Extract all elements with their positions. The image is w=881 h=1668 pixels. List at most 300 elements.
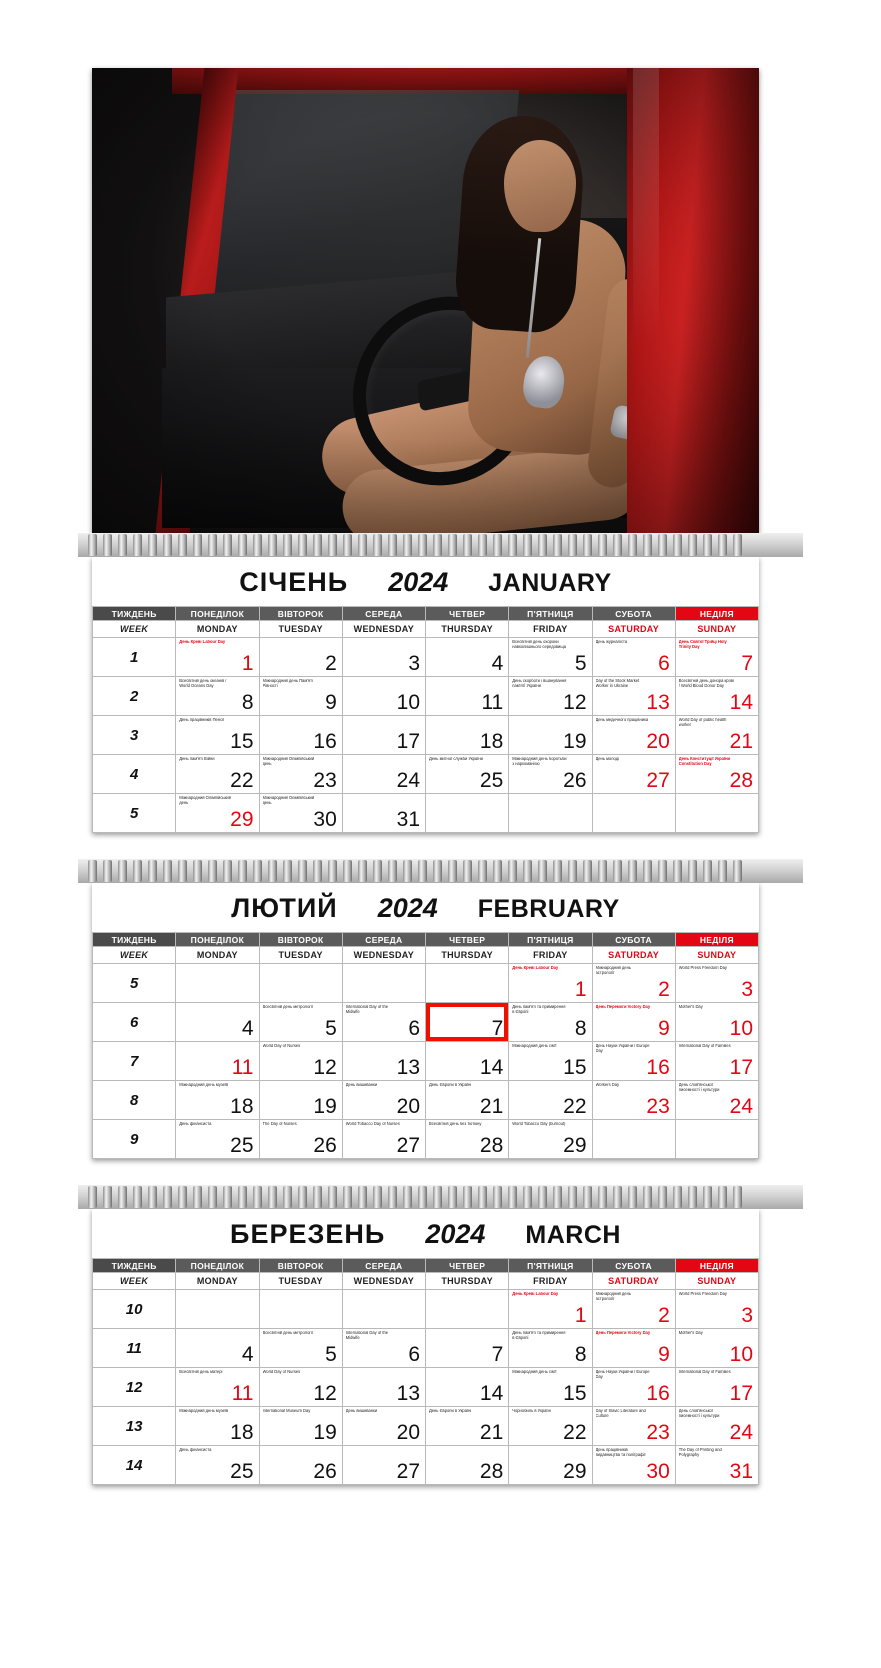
day-cell[interactable] [675,716,758,755]
day-cell[interactable] [509,677,592,716]
spiral-coil [103,534,112,556]
spiral-coil [403,860,412,882]
weekday-en-6: SATURDAY [592,947,675,964]
month-header [92,1209,759,1258]
day-cell[interactable] [426,677,509,716]
day-cell-empty [675,1120,758,1159]
holiday-note: День Науки України / Europe Day [595,1044,650,1053]
spiral-coil [523,1186,532,1208]
day-cell-empty [342,1290,425,1329]
spiral-coil [163,860,172,882]
week-number: 5 [93,964,176,1003]
day-number: 18 [479,730,504,753]
day-cell[interactable] [176,1042,259,1081]
day-number: 17 [729,1382,753,1405]
month-year: 2024 [425,1219,486,1249]
day-cell[interactable] [259,1329,342,1368]
weekday-ua-2: ВІВТОРОК [259,1259,342,1273]
day-cell-empty [592,1120,675,1159]
day-cell[interactable] [426,1081,509,1120]
holiday-note: International Day of Families [678,1044,731,1048]
day-cell[interactable] [342,677,425,716]
holiday-note: World Day of Nurses [262,1044,301,1048]
day-cell[interactable] [426,1329,509,1368]
weekday-en-7: SUNDAY [675,947,758,964]
weekday-en-1: MONDAY [176,947,259,964]
day-number: 11 [481,691,504,714]
day-cell[interactable] [592,1329,675,1368]
day-cell[interactable] [426,1120,509,1159]
holiday-note: День журналіста [595,640,628,644]
month-header [92,557,759,606]
spiral-coil [478,534,487,556]
holiday-note: Workers Day [595,1083,620,1087]
day-number: 30 [646,1460,670,1483]
day-cell[interactable] [592,1003,675,1042]
spiral-coil [673,860,682,882]
week-number: 4 [93,755,176,794]
day-cell[interactable] [176,1446,259,1485]
weekday-header-ua [93,1259,759,1273]
day-cell[interactable] [342,1042,425,1081]
day-cell[interactable] [509,1407,592,1446]
day-cell[interactable] [342,716,425,755]
day-cell[interactable] [675,1368,758,1407]
day-number: 6 [408,1343,420,1366]
month-grid [92,932,759,1159]
spiral-coil [283,1186,292,1208]
spiral-coil [643,1186,652,1208]
day-cell[interactable] [592,964,675,1003]
month-header [92,883,759,932]
spiral-coil [613,1186,622,1208]
spiral-coil [508,1186,517,1208]
week-number: 5 [93,794,176,833]
spiral-coil [328,860,337,882]
day-cell[interactable] [342,794,425,833]
weekday-ua-2: ВІВТОРОК [259,933,342,947]
spiral-coil [448,860,457,882]
day-cell[interactable] [342,1368,425,1407]
day-number: 5 [574,652,587,675]
spiral-coil [238,534,247,556]
weekday-ua-1: ПОНЕДІЛОК [176,607,259,621]
holiday-note: Всесвітній день без тютюну [429,1122,482,1126]
weekday-en-3: WEDNESDAY [342,1273,425,1290]
weekday-ua-2: ВІВТОРОК [259,607,342,621]
day-number: 16 [646,1056,670,1079]
holiday-note: International Day of the Midwife [345,1331,389,1340]
spiral-coil [628,1186,637,1208]
holiday-note: День Європи в Україні [429,1409,472,1413]
day-number: 25 [230,1134,254,1157]
holiday-note: Чорнобиль в Україні [512,1409,551,1413]
weekday-ua-3: СЕРЕДА [342,607,425,621]
spiral-coil [88,534,97,556]
day-cell[interactable] [259,794,342,833]
spiral-coil [493,1186,502,1208]
spiral-coil [568,534,577,556]
weekday-ua-4: ЧЕТВЕР [426,1259,509,1273]
weekday-en-1: MONDAY [176,621,259,638]
month-block-january [92,557,759,833]
day-cell[interactable] [259,677,342,716]
day-cell-empty [176,1290,259,1329]
day-number: 5 [325,1343,337,1366]
holiday-note: International Museum Day [262,1409,311,1413]
day-cell[interactable] [509,1446,592,1485]
day-cell[interactable] [176,755,259,794]
week-number: 7 [93,1042,176,1081]
day-cell[interactable] [176,716,259,755]
day-cell[interactable] [675,1042,758,1081]
week-number: 13 [93,1407,176,1446]
day-cell-empty [675,794,758,833]
weekday-ua-7: НЕДІЛЯ [675,933,758,947]
spiral-coil [643,860,652,882]
spiral-coil [523,860,532,882]
day-number: 9 [325,691,337,714]
day-cell[interactable] [426,1407,509,1446]
week-number: 10 [93,1290,176,1329]
spiral-coil [313,534,322,556]
day-cell[interactable] [592,1081,675,1120]
day-number: 17 [396,730,420,753]
day-cell[interactable] [259,638,342,677]
day-number: 1 [241,652,254,675]
day-cell[interactable] [176,677,259,716]
day-number: 20 [396,1421,420,1444]
day-number: 13 [396,1382,420,1405]
day-cell[interactable] [592,1446,675,1485]
day-number: 28 [479,1134,504,1157]
holiday-note: World Press Freedom Day [678,1292,727,1296]
day-cell[interactable] [342,1120,425,1159]
week-number: 11 [93,1329,176,1368]
spiral-coil [463,1186,472,1208]
day-number: 22 [563,1095,587,1118]
month-name-ua: ЛЮТИЙ [231,893,338,923]
day-cell[interactable] [509,1290,592,1329]
day-number: 26 [313,1460,337,1483]
holiday-note: Day of Slavic Literature and Culture [595,1409,646,1418]
weekday-en-1: MONDAY [176,1273,259,1290]
holiday-note: День пам'яті та примирення в Європі [512,1331,566,1340]
day-number: 24 [729,1421,753,1444]
day-cell[interactable] [426,1446,509,1485]
spiral-coil [223,534,232,556]
day-cell[interactable] [176,1003,259,1042]
month-grid [92,1258,759,1485]
spiral-coil [583,1186,592,1208]
day-number: 29 [230,808,254,831]
weekday-en-4: THURSDAY [426,621,509,638]
weekday-ua-3: СЕРЕДА [342,1259,425,1273]
day-cell[interactable] [509,1329,592,1368]
spiral-coil [658,860,667,882]
day-cell[interactable] [342,755,425,794]
day-cell[interactable] [592,638,675,677]
day-cell[interactable] [509,1368,592,1407]
calendar-photo [92,68,759,533]
weekday-ua-6: СУБОТА [592,1259,675,1273]
day-cell[interactable] [592,716,675,755]
spiral-coil [193,1186,202,1208]
weekday-header-ua [93,933,759,947]
day-number: 15 [563,1382,587,1405]
day-cell[interactable] [259,1368,342,1407]
day-number: 16 [646,1382,670,1405]
day-cell[interactable] [675,1407,758,1446]
day-cell[interactable] [259,1081,342,1120]
month-name-ua: СІЧЕНЬ [239,567,349,597]
spiral-coil [208,534,217,556]
weekday-en-0: WEEK [93,1273,176,1290]
spiral-coil [553,860,562,882]
day-cell[interactable] [426,755,509,794]
holiday-note: День митної служби України [429,757,483,761]
day-cell[interactable] [509,1042,592,1081]
day-cell[interactable] [259,1407,342,1446]
spiral-coil [718,1186,727,1208]
photo-vignette [92,68,759,533]
day-cell[interactable] [675,1329,758,1368]
spiral-coil [253,534,262,556]
day-cell[interactable] [259,1003,342,1042]
spiral-coil [298,860,307,882]
day-cell[interactable] [675,1003,758,1042]
day-cell[interactable] [259,1446,342,1485]
spiral-coil [223,860,232,882]
week-row [93,638,759,677]
holiday-note: Міжнародний день сім'ї [512,1370,557,1374]
day-cell[interactable] [592,1407,675,1446]
day-number: 29 [563,1460,587,1483]
week-number: 12 [93,1368,176,1407]
day-cell-empty [259,1290,342,1329]
day-cell[interactable] [176,1329,259,1368]
day-cell[interactable] [342,638,425,677]
day-number: 20 [396,1095,420,1118]
day-cell[interactable] [342,1446,425,1485]
day-number: 7 [491,1017,504,1040]
weekday-ua-7: НЕДІЛЯ [675,1259,758,1273]
spiral-coil [133,534,142,556]
day-number: 21 [479,1095,504,1118]
week-row [93,794,759,833]
week-number: 8 [93,1081,176,1120]
day-number: 6 [408,1017,420,1040]
spiral-coil [688,860,697,882]
day-cell[interactable] [342,1003,425,1042]
day-cell[interactable] [675,1081,758,1120]
day-number: 1 [574,978,587,1001]
day-cell[interactable] [592,1368,675,1407]
day-cell[interactable] [259,716,342,755]
day-cell[interactable] [342,1081,425,1120]
spiral-coil [583,860,592,882]
holiday-note: День Креві Labour Day [179,640,226,644]
weekday-en-7: SUNDAY [675,621,758,638]
day-cell[interactable] [509,964,592,1003]
spiral-coil [298,534,307,556]
day-number: 1 [574,1304,587,1327]
spiral-coil [733,534,742,556]
weekday-ua-1: ПОНЕДІЛОК [176,1259,259,1273]
holiday-note: День Науки України / Europe Day [595,1370,650,1379]
day-number: 21 [729,730,753,753]
spiral-coil [538,860,547,882]
spiral-coil [373,1186,382,1208]
day-cell[interactable] [176,1120,259,1159]
holiday-note: Всесвітній день океанів / World Oceans Day [179,679,227,688]
weekday-ua-1: ПОНЕДІЛОК [176,933,259,947]
day-number: 28 [479,1460,504,1483]
day-cell[interactable] [509,755,592,794]
day-number: 13 [396,1056,420,1079]
spiral-coil [733,1186,742,1208]
spiral-coil [268,1186,277,1208]
day-number: 10 [729,1017,753,1040]
day-cell[interactable] [426,638,509,677]
spiral-coil [598,1186,607,1208]
spiral-coil [553,1186,562,1208]
spiral-coil [193,534,202,556]
day-cell[interactable] [342,1407,425,1446]
spiral-coil [688,534,697,556]
day-number: 30 [313,808,337,831]
month-gap [78,833,803,859]
holiday-note: День вишиванки [345,1083,378,1087]
spiral-coil [88,860,97,882]
holiday-note: Всесвітній день метрології [262,1331,313,1335]
day-cell[interactable] [426,1042,509,1081]
day-cell[interactable] [509,1120,592,1159]
week-row [93,1120,759,1159]
weekday-en-6: SATURDAY [592,621,675,638]
week-number: 3 [93,716,176,755]
spiral-coil [178,534,187,556]
weekday-en-4: THURSDAY [426,1273,509,1290]
spiral-coil [388,860,397,882]
day-cell[interactable] [509,638,592,677]
spiral-coil [673,1186,682,1208]
spiral-coil [388,1186,397,1208]
day-cell[interactable] [592,1290,675,1329]
spiral-coil [568,860,577,882]
holiday-note: День Креві Labour Day [512,966,559,970]
day-cell[interactable] [259,1120,342,1159]
week-row [93,1368,759,1407]
week-row [93,1329,759,1368]
spiral-coil [433,1186,442,1208]
weekday-header-en [93,621,759,638]
holiday-note: Mother's Day [678,1331,703,1335]
day-number: 19 [563,730,587,753]
spiral-coil [628,534,637,556]
day-number: 13 [646,691,670,714]
day-number: 18 [230,1421,254,1444]
day-cell[interactable] [675,1290,758,1329]
day-cell[interactable] [259,1042,342,1081]
spiral-coil [343,860,352,882]
spiral-coil [448,1186,457,1208]
day-cell[interactable] [176,1368,259,1407]
holiday-note: День Святої Трійці Holy Trinity Day [678,640,727,649]
wall-calendar [78,68,803,1588]
holiday-note: International Day of Families [678,1370,731,1374]
day-cell[interactable] [675,677,758,716]
day-number: 17 [729,1056,753,1079]
day-cell[interactable] [675,964,758,1003]
day-number: 8 [574,1017,587,1040]
holiday-note: Всесвітній день матері [179,1370,223,1374]
day-cell[interactable] [426,1003,509,1042]
holiday-note: Всесвітній день донора крові / World Blood Donor Day [678,679,734,688]
holiday-note: Всесвітній день охорони навколишнього середовища [512,640,566,649]
day-cell[interactable] [176,1081,259,1120]
day-cell[interactable] [176,794,259,833]
day-cell[interactable] [426,716,509,755]
holiday-note: Міжнародний Олімпійський день [262,757,315,766]
holiday-note: День Перемоги Victory Day [595,1005,651,1009]
day-number: 24 [396,769,420,792]
spiral-coil [553,534,562,556]
spiral-coil [583,534,592,556]
day-cell[interactable] [675,638,758,677]
day-cell[interactable] [509,1081,592,1120]
holiday-note: День Креві Labour Day [512,1292,559,1296]
day-number: 27 [646,769,670,792]
spiral-coil [418,1186,427,1208]
holiday-note: Міжнародний Олімпійський день [179,796,231,805]
spiral-coil [118,534,127,556]
weekday-ua-5: П'ЯТНИЦЯ [509,1259,592,1273]
day-number: 14 [479,1382,504,1405]
day-cell[interactable] [592,1042,675,1081]
week-number: 2 [93,677,176,716]
weekday-en-0: WEEK [93,621,176,638]
day-cell[interactable] [342,1329,425,1368]
day-cell[interactable] [426,1368,509,1407]
weekday-en-7: SUNDAY [675,1273,758,1290]
day-cell[interactable] [675,1446,758,1485]
spiral-coil [283,534,292,556]
day-number: 4 [491,652,504,675]
month-block-march [92,1209,759,1485]
day-cell[interactable] [675,755,758,794]
day-cell[interactable] [259,755,342,794]
day-cell[interactable] [176,638,259,677]
day-cell[interactable] [592,677,675,716]
day-cell[interactable] [176,1407,259,1446]
day-cell[interactable] [509,1003,592,1042]
holiday-note: International Day of the Midwife [345,1005,389,1014]
holiday-note: День Перемоги Victory Day [595,1331,651,1335]
holiday-note: Міжнародний день астрології [595,1292,631,1301]
spiral-coil [193,860,202,882]
day-number: 26 [563,769,587,792]
holiday-note: Day of the Stock Market Worker in Ukraine [595,679,640,688]
day-cell[interactable] [592,755,675,794]
spiral-coil [388,534,397,556]
day-number: 12 [313,1382,337,1405]
spiral-binding-3 [78,1185,803,1209]
day-cell[interactable] [509,716,592,755]
week-row [93,1446,759,1485]
weekday-ua-4: ЧЕТВЕР [426,607,509,621]
day-number: 27 [396,1134,420,1157]
